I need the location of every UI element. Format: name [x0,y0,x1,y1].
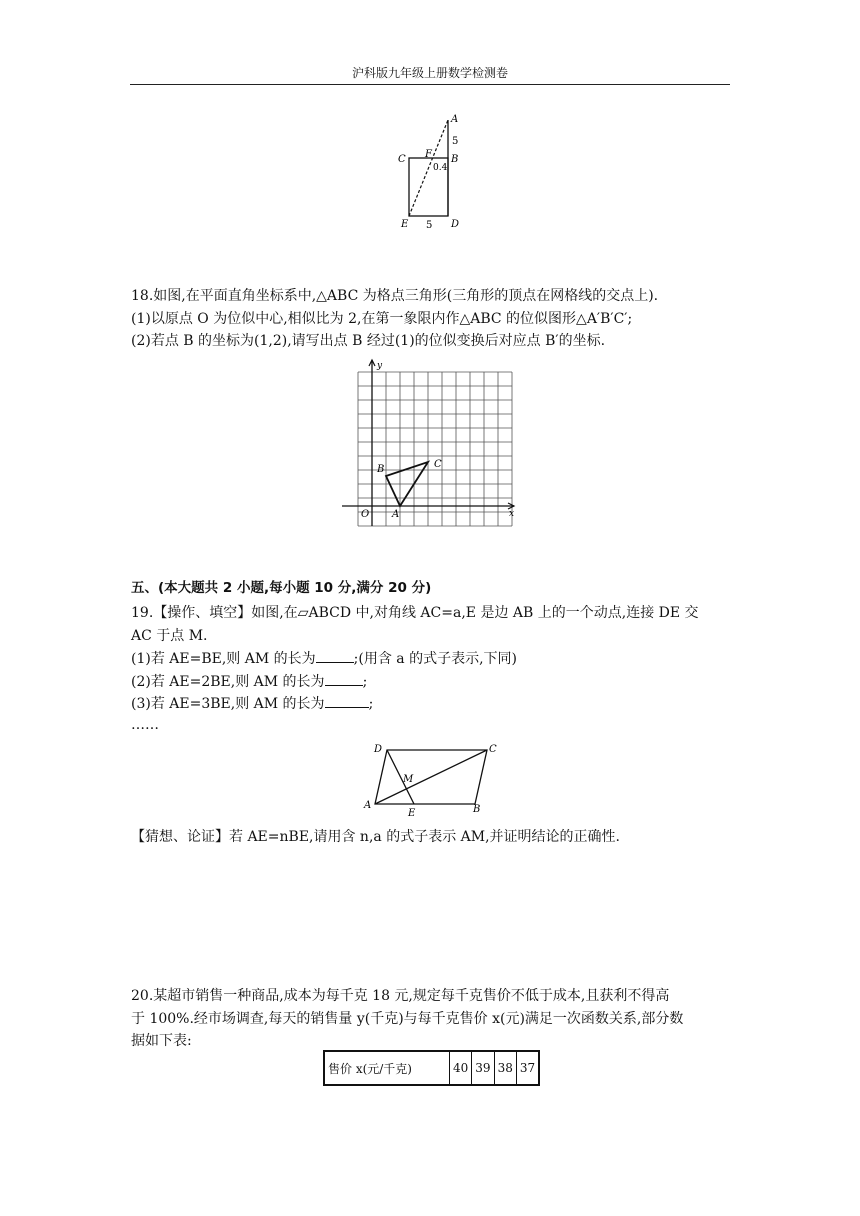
page-header-title: 沪科版九年级上册数学检测卷 [351,66,508,80]
header-divider [130,84,730,85]
fig17-diagram [395,112,475,234]
label-point-a: A [392,509,400,520]
q19-answer-blank-3 [325,693,369,708]
q19-part-1-tail: ;(用含 a 的式子表示,下同) [353,651,517,667]
label-x: x [509,509,515,519]
table-cell: 38 [494,1051,516,1085]
label-a: A [364,800,372,811]
q19-parallelogram-diagram [360,738,500,820]
table-cell: 39 [472,1051,494,1085]
q19-part-3 [131,693,373,714]
q18-coordinate-grid [338,356,522,528]
q20-price-table [323,1050,540,1086]
q18-line-3: (2)若点 B 的坐标为(1,2),请写出点 B 经过(1)的位似变换后对应点 B′的坐标. [131,333,606,349]
label-b: B [473,804,481,815]
fig17-label-f: F [425,149,432,160]
table-cell: 40 [450,1051,472,1085]
q19-part-2-tail: ; [362,674,368,690]
q19-ellipsis: …… [131,717,159,733]
q19-answer-blank-1 [316,648,354,663]
q18-line-1: 18.如图,在平面直角坐标系中,△ABC 为格点三角形(三角形的顶点在网格线的交点上). [131,288,659,304]
fig17-label-len-ab: 5 [452,136,459,147]
q19-part-1-text: (1)若 AE=BE,则 AM 的长为 [131,651,316,667]
q19-line-1: 19.【操作、填空】如图,在▱ABCD 中,对角线 AC=a,E 是边 AB 上的一个动点,连接 DE 交 [131,605,699,621]
fig17-label-e: E [401,219,409,230]
q18-line-2: (1)以原点 O 为位似中心,相似比为 2,在第一象限内作△ABC 的位似图形△A′B′C′; [131,311,633,327]
table-cell: 37 [516,1051,539,1085]
q20-line-1: 20.某超市销售一种商品,成本为每千克 18 元,规定每千克售价不低于成本,且获利不得高 [131,988,670,1004]
label-origin-o: O [361,509,370,520]
fig17-label-len-ed: 5 [426,220,433,231]
table-header-cell: 售价 x(元/千克) [324,1051,450,1085]
label-c: C [489,744,497,755]
label-d: D [374,744,383,755]
q19-part-3-text: (3)若 AE=3BE,则 AM 的长为 [131,696,325,712]
q19-part-2 [131,671,367,692]
label-y: y [377,361,383,371]
fig17-label-a: A [451,114,459,125]
label-e: E [408,808,416,819]
q20-line-2: 于 100%.经市场调查,每天的销售量 y(千克)与每千克售价 x(元)满足一次函数关系,部分数 [131,1011,684,1027]
q19-answer-blank-2 [325,671,363,686]
label-point-c: C [434,459,442,470]
section-5-title: 五、(本大题共 2 小题,每小题 10 分,满分 20 分) [131,580,432,596]
table-row [324,1051,539,1085]
q19-part-3-tail: ; [368,696,374,712]
diagonal-ac [375,750,487,804]
fig17-label-c: C [398,154,406,165]
q19-guess-prove: 【猜想、论证】若 AE=nBE,请用含 n,a 的式子表示 AM,并证明结论的正确性. [131,829,620,845]
fig17-label-d: D [451,219,460,230]
q19-line-2: AC 于点 M. [131,628,208,644]
label-m: M [403,774,414,785]
q19-part-2-text: (2)若 AE=2BE,则 AM 的长为 [131,674,325,690]
fig17-label-len-fb: 0.4 [433,163,448,173]
q19-part-1 [131,648,517,669]
fig17-label-b: B [451,154,459,165]
grid-lines [358,372,515,526]
label-point-b: B [377,464,385,475]
q20-line-3: 据如下表: [131,1033,192,1049]
